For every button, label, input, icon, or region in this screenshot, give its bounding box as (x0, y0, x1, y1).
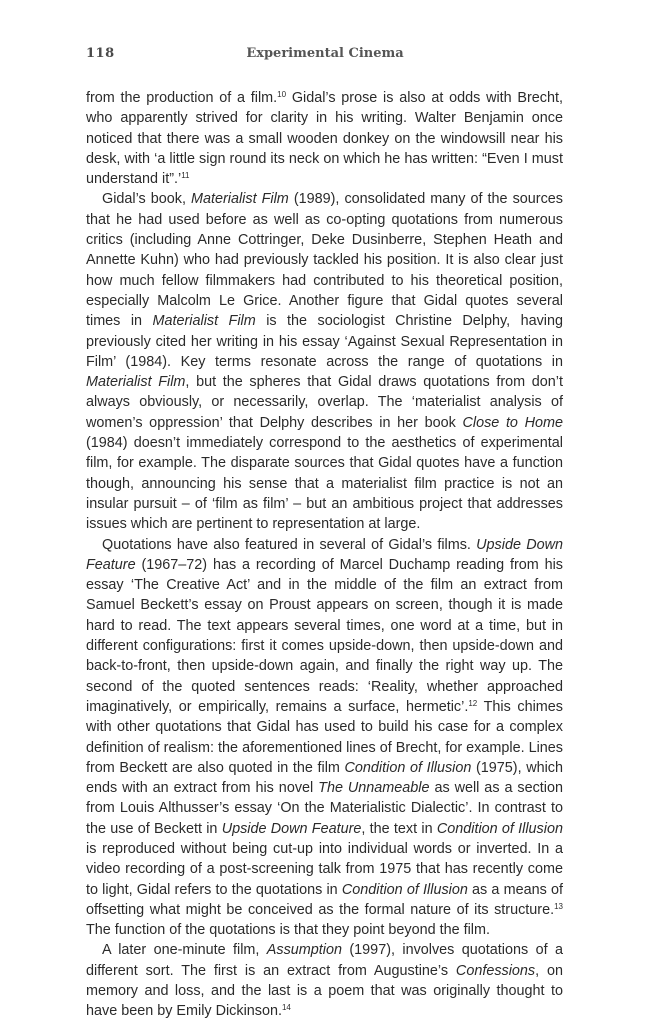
italic-title: Confessions (455, 962, 536, 979)
text-run: is the sociologist Christine Delphy, having previously cited her writing in his essay ‘Against Sexual Representation in Film’ (1984). Key terms resonate across the range of quotations in (86, 313, 563, 370)
text-run: The function of the quotations is that they point beyond the film. (86, 922, 490, 939)
running-head: Experimental Cinema (246, 46, 404, 61)
footnote-ref-12: 12 (468, 699, 478, 709)
text-run: Gidal’s prose is also at odds with Brecht, who apparently strived for clarity in his writing. Walter Benjamin once noticed that there was a small wooden donkey on the windowsill near his desk, with ‘a little sign round its neck on which he has written: “Even I must understand it”.’ (86, 90, 563, 188)
footnote-ref-11: 11 (181, 171, 190, 181)
text-run: (1975), which ends with an extract from his novel (86, 759, 563, 797)
italic-title: The Unnameable (318, 780, 430, 797)
text-run: (1989), consolidated many of the sources that he had used before as well as co-opting quotations from numerous critics (including Anne Cottringer, Deke Dusinberre, Stephen Heath and Annette Kuhn) who had previously tackled his position. It is also clear just how much fellow filmmakers had contributed to his theoretical position, especially Malcolm Le Grice. Another figure that Gidal quotes several times in (86, 191, 563, 330)
footnote-ref-13: 13 (554, 902, 563, 912)
text-run: as a means of offsetting what might be conceived as the formal nature of its structure. (86, 881, 563, 918)
text-run: is reproduced without being cut-up into individual words or inverted. In a video recording of a post-screening talk from 1975 that has recently come to light, Gidal refers to the quotations in (86, 840, 563, 898)
italic-title: Upside Down Feature (221, 820, 362, 837)
page-header (86, 46, 564, 64)
body-text (86, 88, 563, 1022)
paragraph-4 (86, 940, 563, 1021)
italic-title: Upside Down Feature (86, 536, 563, 573)
text-run: (1967–72) has a recording of Marcel Duchamp reading from his essay ‘The Creative Act’ and in the middle of the film an extract from Samuel Beckett’s essay on Proust appears on screen, though it is made hard to read. The text appears several times, one word at a time, but in different configurations: first it comes upside-down, then upside-down and back-to-front, then upside-down again, and finally the right way up. The second of the quoted sentences reads: ‘Reality, whether approached imaginatively, or empirically, remains a surface, hermetic’. (86, 556, 563, 715)
text-run: This chimes with other quotations that Gidal has used to build his case for a complex definition of realism: the aforementioned lines of Brecht, for example. Lines from Beckett are also quoted in the film (86, 698, 563, 776)
paragraph-2 (86, 189, 563, 534)
text-run: (1997), involves quotations of a different sort. The first is an extract from Augustine’s (86, 942, 563, 979)
text-run: , the text in (361, 820, 437, 837)
italic-title: Materialist Film (152, 313, 256, 330)
text-run: Quotations have also featured in several of Gidal’s films. (102, 536, 477, 553)
italic-title: Materialist Film (86, 374, 186, 391)
text-run: , on memory and loss, and the last is a poem that was originally thought to have been by Emily Dickinson. (86, 962, 563, 1020)
italic-title: Materialist Film (191, 191, 289, 208)
italic-title: Close to Home (462, 414, 563, 431)
italic-title: Assumption (266, 942, 342, 959)
footnote-ref-14: 14 (281, 1003, 291, 1013)
italic-title: Condition of Illusion (341, 881, 468, 898)
italic-title: Condition of Illusion (436, 820, 563, 837)
text-run: (1984) doesn’t immediately correspond to the aesthetics of experimental film, for example. The disparate sources that Gidal quotes have a function though, announcing his sense that a materialist film practice is not an insular pursuit – of ‘film as film’ – but an ambitious project that addresses issues which are pertinent to representation at large. (86, 435, 563, 533)
text-run: Gidal’s book, (102, 191, 191, 208)
paragraph-3 (86, 535, 563, 941)
text-run: A later one-minute film, (102, 942, 267, 959)
footnote-ref-10: 10 (277, 90, 287, 100)
paragraph-1 (86, 88, 563, 189)
italic-title: Condition of Illusion (344, 759, 472, 776)
page-number: 118 (86, 46, 115, 61)
text-run: from the production of a film. (86, 90, 278, 106)
text-run: as well as a section from Louis Althusser’s essay ‘On the Materialistic Dialectic’. In contrast to the use of Beckett in (86, 780, 563, 837)
text-run: , but the spheres that Gidal draws quotations from don’t always obviously, or necessarily, overlap. The ‘materialist analysis of women’s oppression’ that Delphy describes in her book (86, 374, 563, 431)
